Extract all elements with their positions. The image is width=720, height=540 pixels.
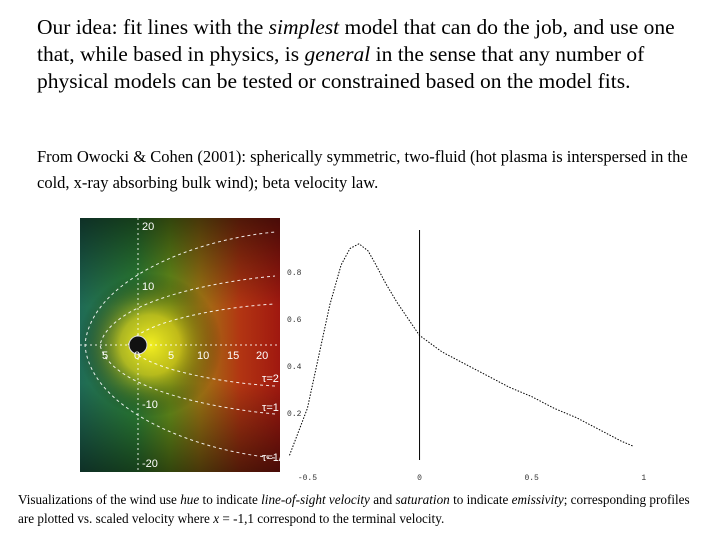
x-tick-label: 0 [417, 474, 422, 483]
reference-paragraph: From Owocki & Cohen (2001): spherically symmetric, two-fluid (hot plasma is interspersed in the cold, x-ray absorbing bulk wind); beta velocity law. [37, 147, 688, 192]
y-tick-label: 20 [142, 221, 155, 233]
y-tick-label: 10 [142, 281, 155, 293]
y-tick-label: 0.4 [287, 363, 302, 372]
x-tick-label: 20 [256, 350, 269, 362]
contour-label: τ=1 [262, 402, 279, 414]
emphasis-simplest: simplest [268, 15, 340, 39]
x-tick-label: 0 [134, 350, 141, 362]
x-tick-label: 10 [197, 350, 210, 362]
y-tick-label: -20 [142, 458, 158, 470]
x-tick-label: -0.5 [297, 474, 318, 483]
x-tick-label: 5 [168, 350, 175, 362]
x-tick-label: 5 [102, 350, 109, 362]
x-tick-label: 1 [641, 474, 647, 483]
profile-line [290, 244, 633, 455]
contour-label: τ=2 [262, 373, 279, 385]
emphasis-general: general [304, 42, 371, 66]
y-tick-label: 0.2 [287, 410, 302, 419]
line-profile-plot [285, 225, 685, 485]
x-tick-label: 0.5 [524, 474, 539, 483]
contour-label: τ=1/2 [262, 452, 289, 464]
x-tick-label: 15 [227, 350, 240, 362]
caption: Visualizations of the wind use hue to indicate line-of-sight velocity and saturation to indicate emissivity; corresponding profiles are plotted vs. scaled velocity where x = -1,1 correspond to the terminal velocity. [18, 492, 690, 526]
y-tick-label: -10 [142, 399, 158, 411]
wind-visualization [80, 218, 289, 472]
y-tick-label: 0.8 [287, 269, 302, 278]
intro-paragraph: Our idea: fit lines with the simplest model that can do the job, and use one that, while based in physics, is general in the sense that any number of physical models can be tested or constrained based on the model fits. [37, 15, 675, 93]
y-tick-label: 0.6 [287, 316, 302, 325]
